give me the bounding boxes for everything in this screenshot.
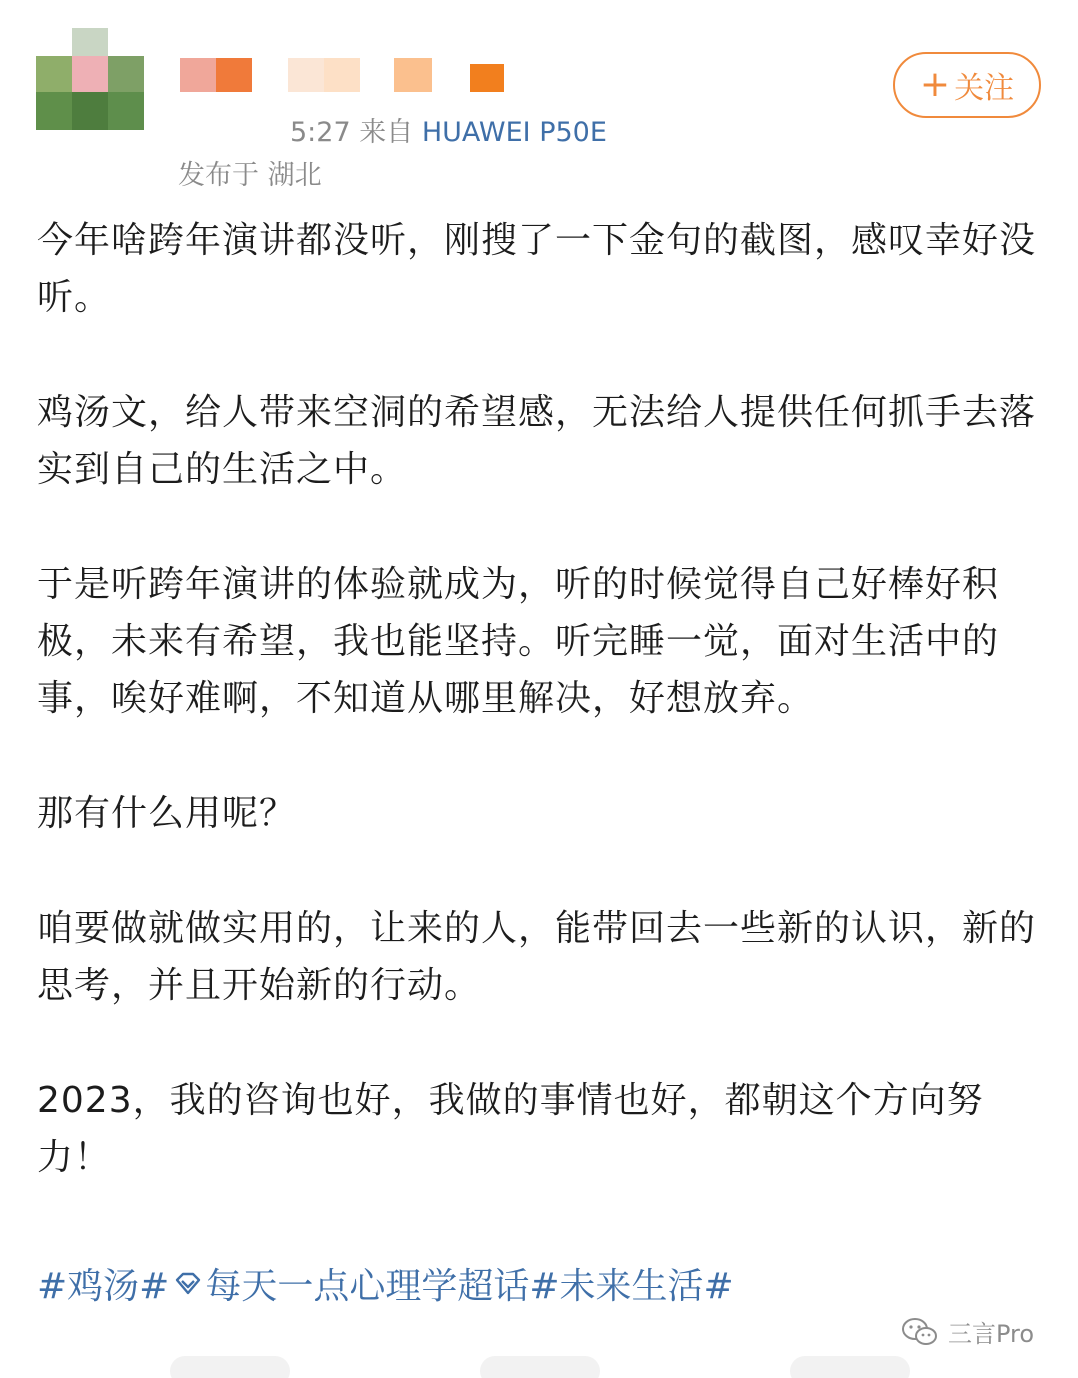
action-bar-ghost — [170, 1356, 290, 1378]
post-paragraph: 鸡汤文，给人带来空洞的希望感，无法给人提供任何抓手去落实到自己的生活之中。 — [37, 392, 1037, 490]
post-meta — [290, 110, 607, 149]
username-mosaic[interactable] — [180, 58, 510, 92]
post-content — [37, 212, 1042, 1186]
post-paragraph: 咱要做就做实用的，让来的人，能带回去一些新的认识，新的思考，并且开始新的行动。 — [37, 908, 1037, 1006]
post-paragraph: 那有什么用呢？ — [37, 793, 297, 834]
super-topic-diamond-icon — [173, 1269, 203, 1299]
hashtag-link[interactable]: #鸡汤# — [37, 1266, 170, 1307]
plus-icon: + — [919, 64, 951, 105]
action-bar-ghost — [790, 1356, 910, 1378]
post-device[interactable]: HUAWEI P50E — [421, 117, 607, 148]
post-paragraph: 今年啥跨年演讲都没听，刚搜了一下金句的截图，感叹幸好没听。 — [37, 220, 1037, 318]
watermark — [900, 1314, 1034, 1349]
post-paragraph: 2023，我的咨询也好，我做的事情也好，都朝这个方向努力！ — [37, 1080, 984, 1178]
post-time: 5:27 — [290, 117, 351, 148]
avatar[interactable] — [36, 28, 144, 130]
hashtag-link[interactable]: 未来生活# — [559, 1266, 734, 1307]
super-topic-link[interactable]: 每天一点心理学超话# — [205, 1266, 560, 1307]
wechat-icon — [900, 1316, 940, 1348]
follow-label: 关注 — [954, 71, 1015, 106]
watermark-text: 三言Pro — [948, 1320, 1035, 1348]
post-paragraph: 于是听跨年演讲的体验就成为，听的时候觉得自己好棒好积极，未来有希望，我也能坚持。听完睡一觉，面对生活中的事，唉好难啊，不知道从哪里解决，好想放弃。 — [37, 564, 1000, 719]
post-source-label: 来自 — [359, 117, 414, 148]
action-bar-ghost — [480, 1356, 600, 1378]
follow-button[interactable] — [893, 52, 1041, 118]
post-location: 发布于 湖北 — [178, 160, 322, 191]
hashtag-row — [37, 1258, 734, 1309]
